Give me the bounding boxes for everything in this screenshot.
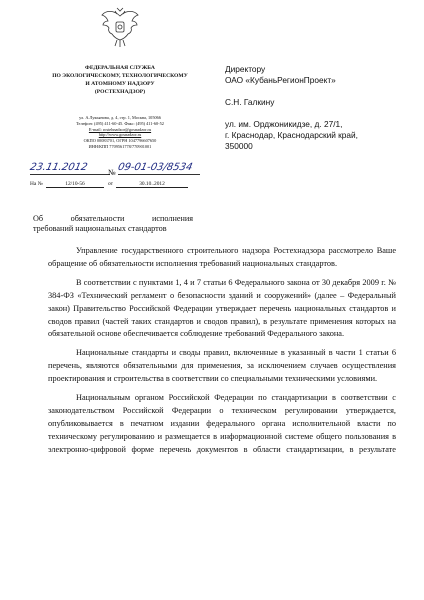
- addressee-position: Директору: [225, 64, 266, 74]
- ref-date: 30.10..2012: [116, 181, 188, 188]
- number-sign: №: [108, 168, 116, 177]
- handwritten-number: 09-01-03/8534: [116, 162, 194, 173]
- agency-contacts: ул. А.Лукьянова, д. 4, стр. 1, Москва, 105066 Телефон: (495) 411-60-45. Факс: (495) 411-60-52 E-mail: rostehnadzor@gosnadzor.ru http://www.gosnadzor.ru ОКПО 00083701, ОГРН 1047796607650 ИНН/КПП 7709561778/770901001: [40, 115, 200, 150]
- addressee-city: г. Краснодар, Краснодарский край,: [225, 130, 358, 140]
- body-paragraph: В соответствии с пунктами 1, 4 и 7 статьи 6 Федерального закона от 30 декабря 2009 г. № 384-ФЗ «Технический регламент о безопасности зданий и сооружений» (далее – Федеральный закон) Правительство Российской Федерации утверждает перечень национальных стандартов и сводов правил (частей таких стандартов и сводов правил), в результате применения которых на обязательной основе обеспечивается соблюдение требований Федерального закона.: [48, 277, 396, 339]
- number-underline: [118, 174, 200, 175]
- website-link[interactable]: http://www.gosnadzor.ru: [98, 132, 142, 138]
- email-link[interactable]: E-mail: rostehnadzor@gosnadzor.ru: [88, 126, 152, 132]
- from-label: от: [108, 181, 113, 187]
- body-paragraph: Национальные стандарты и своды правил, включенные в указанный в части 1 статьи 6 перечень, являются обязательными для применения, за исключением случаев осуществления проектирования и строительства в соответствии со специальными техническими условиями.: [48, 348, 396, 384]
- addressee-postcode: 350000: [225, 141, 253, 151]
- body-paragraph: Управление государственного строительного надзора Ростехнадзора рассмотрело Ваше обращение об обязательности исполнения требований национальных стандартов.: [48, 246, 396, 268]
- date-underline: [30, 174, 110, 175]
- letter-body: [48, 245, 396, 463]
- body-paragraph: Национальным органом Российской Федерации по стандартизации в соответствии с законодательством Российской Федерации о техническом регулировании утверждается, опубликовывается в печатном издании федерального органа исполнительной власти по техническому регулированию и размещается в информационной системе общего пользования в электронно-цифровой форме перечень документов в области стандартизации, в результате: [48, 393, 396, 454]
- handwritten-date: 23.11.2012: [28, 162, 89, 173]
- addressee-street: ул. им. Орджоникидзе, д. 27/1,: [225, 119, 343, 129]
- addressee-name: С.Н. Галкину: [225, 97, 275, 107]
- ref-number: 12/10-56: [46, 181, 104, 188]
- on-label: На №: [30, 181, 43, 187]
- addressee-company: ОАО «КубаньРегионПроект»: [225, 75, 336, 85]
- agency-name: ФЕДЕРАЛЬНАЯ СЛУЖБА ПО ЭКОЛОГИЧЕСКОМУ, ТЕХНОЛОГИЧЕСКОМУ И АТОМНОМУ НАДЗОРУ (РОСТЕХНАДЗОР): [52, 65, 188, 95]
- eagle-emblem-icon: [100, 6, 140, 48]
- addressee-block: [225, 64, 415, 152]
- letter-subject: Об обязательности исполнения требований национальных стандартов: [33, 214, 193, 233]
